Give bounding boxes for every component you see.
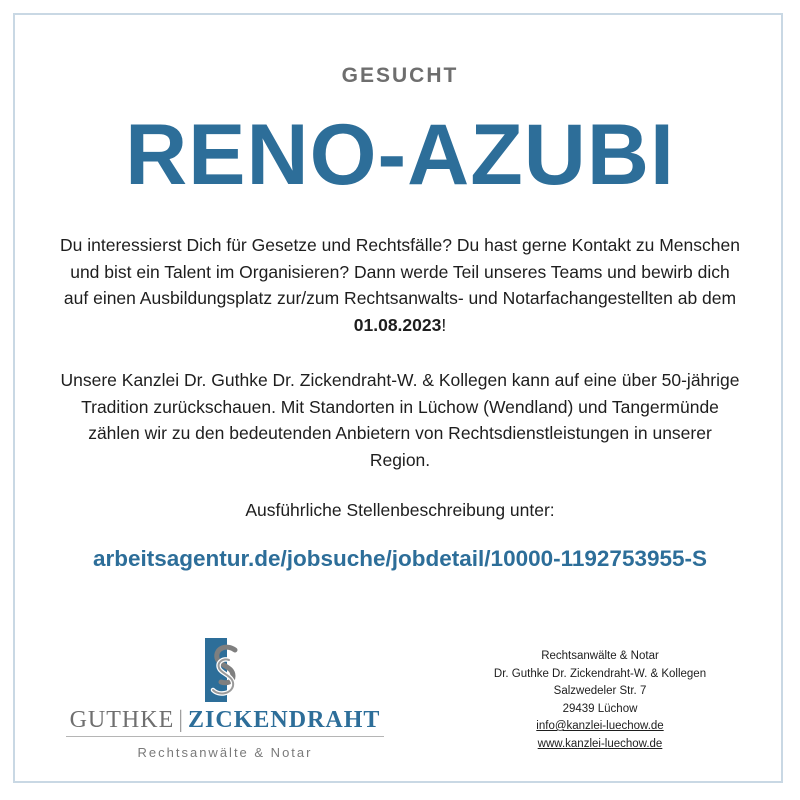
logo-separator: | (178, 707, 185, 733)
section-sign-logo-icon (205, 638, 245, 702)
contact-email-link[interactable]: info@kanzlei-luechow.de (536, 720, 664, 732)
contact-city: 29439 Lüchow (562, 702, 638, 715)
intro-text: Du interessierst Dich für Gesetze und Rechtsfälle? Du hast gerne Kontakt zu Menschen und bist ein Talent im Organisieren? Dann werde Teil unseres Teams und bewirb dich auf einen Ausbildungsplatz zur/zum Rechtsanwalts- und Notarfachangestellten ab dem (60, 235, 740, 308)
logo-subtitle: Rechtsanwälte & Notar (137, 745, 313, 760)
contact-website-link[interactable]: www.kanzlei-luechow.de (537, 737, 663, 750)
contact-line2: Dr. Guthke Dr. Zickendraht-W. & Kollegen (493, 667, 707, 680)
contact-block (475, 648, 725, 753)
logo-name-left: GUTHKE (69, 707, 175, 733)
intro-paragraph (60, 232, 740, 338)
firm-logo (60, 630, 390, 770)
start-date: 01.08.2023 (353, 314, 442, 335)
logo-divider (66, 736, 384, 737)
about-paragraph: Unsere Kanzlei Dr. Guthke Dr. Zickendraht-W. & Kollegen kann auf eine über 50-jährige Tradition zurückschauen. Mit Standorten in Lüchow (Wendland) und Tangermünde zählen wir zu den bedeutenden Anbietern von Rechtsdienstleistungen in unserer Region. (60, 370, 740, 470)
details-label: Ausführliche Stellenbeschreibung unter: (245, 500, 555, 520)
job-url-link[interactable]: arbeitsagentur.de/jobsuche/jobdetail/10000-1192753955-S (92, 546, 708, 571)
intro-exclamation: ! (441, 314, 447, 335)
logo-wordmark (60, 707, 390, 734)
kicker-text: GESUCHT (341, 64, 459, 87)
headline: RENO-AZUBI (125, 107, 675, 203)
logo-name-right: ZICKENDRAHT (188, 707, 381, 733)
contact-line1: Rechtsanwälte & Notar (541, 650, 659, 662)
contact-street: Salzwedeler Str. 7 (553, 685, 647, 697)
